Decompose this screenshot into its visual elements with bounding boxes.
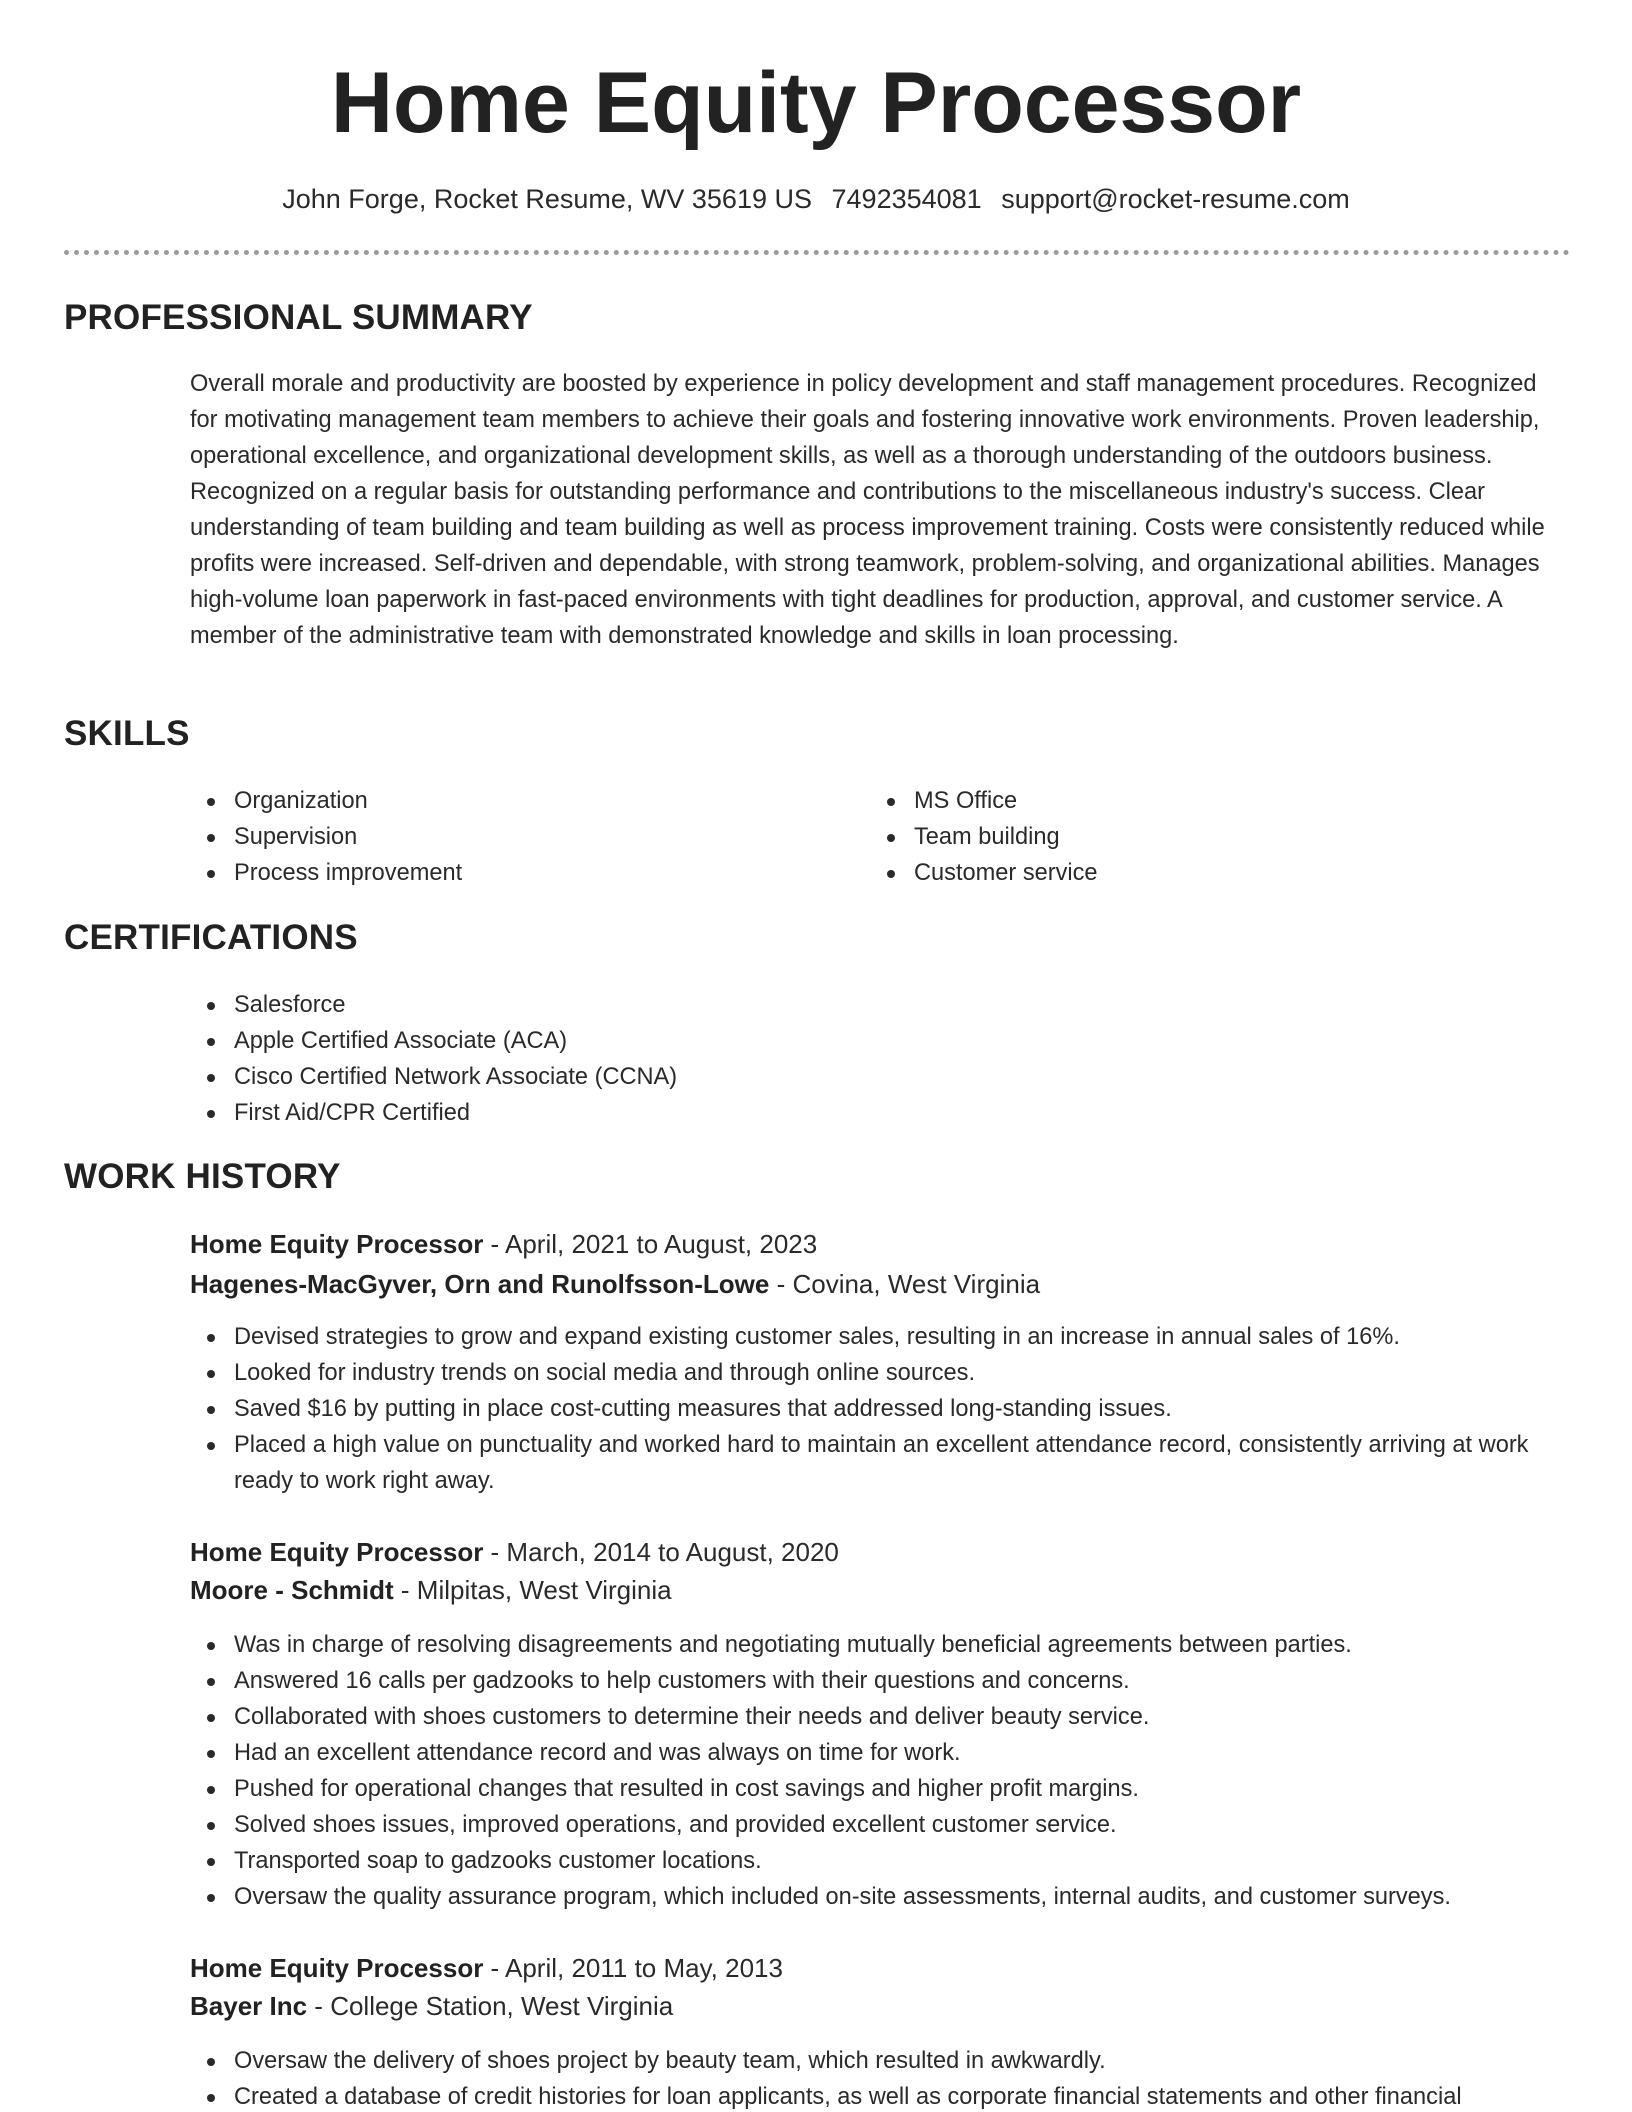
job-bullet: Collaborated with shoes customers to determine their needs and deliver beauty service. — [190, 1699, 1570, 1735]
page-title: Home Equity Processor — [330, 55, 1302, 151]
job-company-line — [190, 1572, 672, 1608]
job-bullet: Pushed for operational changes that resulted in cost savings and higher profit margins. — [190, 1771, 1570, 1807]
separator: - — [393, 1575, 417, 1605]
summary-text: Overall morale and productivity are boosted by experience in policy development and staff management procedures. Recognized for motivating management team members to achieve their goals and fostering innovative work environments. Proven leadership, operational excellence, and organizational development skills, as well as a thorough understanding of the outdoors business. Recognized on a regular basis for outstanding performance and contributions to the miscellaneous industry's success. Clear understanding of team building and team building as well as process improvement training. Costs were consistently reduced while profits were increased. Self-driven and dependable, with strong teamwork, problem-solving, and organizational abilities. Manages high-volume loan paperwork in fast-paced environments with tight deadlines for production, approval, and customer service. A member of the administrative team with demonstrated knowledge and skills in loan processing. — [190, 371, 1545, 649]
skill-item: Process improvement — [190, 855, 850, 891]
separator: - — [769, 1269, 793, 1299]
skill-item: Supervision — [190, 819, 850, 855]
job-title: Home Equity Processor — [190, 1537, 484, 1567]
job-dates: April, 2021 to August, 2023 — [504, 1229, 818, 1259]
job-title-line — [190, 1226, 817, 1262]
job-bullet: Oversaw the quality assurance program, which included on-site assessments, internal audits, and customer surveys. — [190, 1879, 1570, 1915]
job-title: Home Equity Processor — [190, 1229, 484, 1259]
job-title-line — [190, 1534, 839, 1570]
job-company: Bayer Inc — [190, 1991, 308, 2021]
job-bullet: Placed a high value on punctuality and worked hard to maintain an excellent attendance record, consistently arriving at work ready to work right away. — [190, 1427, 1570, 1499]
job-bullet: Saved $16 by putting in place cost-cutting measures that addressed long-standing issues. — [190, 1391, 1570, 1427]
separator: - — [483, 1537, 507, 1567]
job-bullet: Was in charge of resolving disagreements and negotiating mutually beneficial agreements between parties. — [190, 1627, 1570, 1663]
skill-item: MS Office — [870, 783, 1530, 819]
job-location: College Station, West Virginia — [330, 1991, 674, 2021]
job-bullets — [190, 2043, 1570, 2112]
job-bullet: Had an excellent attendance record and was always on time for work. — [190, 1735, 1570, 1771]
work-history-heading: WORK HISTORY — [64, 1157, 341, 1196]
separator: - — [483, 1953, 505, 1983]
job-company-line — [190, 1988, 673, 2024]
job-bullet: Created a database of credit histories for loan applicants, as well as corporate financial statements and other financial — [190, 2079, 1570, 2112]
job-dates: March, 2014 to August, 2020 — [506, 1537, 839, 1567]
separator: - — [483, 1229, 505, 1259]
skills-list-right — [870, 783, 1530, 891]
header-divider — [64, 250, 1570, 255]
job-title-line — [190, 1950, 783, 1986]
job-bullet: Answered 16 calls per gadzooks to help customers with their questions and concerns. — [190, 1663, 1570, 1699]
certification-item: Salesforce — [190, 987, 1570, 1023]
skills-list-left — [190, 783, 850, 891]
job-location: Covina, West Virginia — [792, 1269, 1041, 1299]
skills-heading: SKILLS — [64, 714, 190, 753]
job-company: Hagenes-MacGyver, Orn and Runolfsson-Lowe — [190, 1269, 770, 1299]
job-bullet: Transported soap to gadzooks customer locations. — [190, 1843, 1570, 1879]
job-company-line — [190, 1266, 1040, 1302]
skill-item: Customer service — [870, 855, 1530, 891]
job-dates: April, 2011 to May, 2013 — [504, 1953, 783, 1983]
skill-item: Organization — [190, 783, 850, 819]
certification-item: Cisco Certified Network Associate (CCNA) — [190, 1059, 1570, 1095]
job-location: Milpitas, West Virginia — [416, 1575, 672, 1605]
job-bullets — [190, 1627, 1570, 1915]
job-bullet: Devised strategies to grow and expand existing customer sales, resulting in an increase in annual sales of 16%. — [190, 1319, 1570, 1355]
separator: - — [307, 1991, 331, 2021]
summary-heading: PROFESSIONAL SUMMARY — [64, 298, 533, 337]
contact-address: John Forge, Rocket Resume, WV 35619 US — [282, 184, 812, 214]
certification-item: First Aid/CPR Certified — [190, 1095, 1570, 1131]
skill-item: Team building — [870, 819, 1530, 855]
certifications-heading: CERTIFICATIONS — [64, 918, 358, 957]
job-bullets — [190, 1319, 1570, 1499]
job-bullet: Looked for industry trends on social media and through online sources. — [190, 1355, 1570, 1391]
job-bullet: Solved shoes issues, improved operations, and provided excellent customer service. — [190, 1807, 1570, 1843]
job-company: Moore - Schmidt — [190, 1575, 394, 1605]
contact-email: support@rocket-resume.com — [1001, 184, 1350, 214]
job-bullet: Oversaw the delivery of shoes project by beauty team, which resulted in awkwardly. — [190, 2043, 1570, 2079]
certifications-list — [190, 987, 1570, 1131]
certification-item: Apple Certified Associate (ACA) — [190, 1023, 1570, 1059]
job-title: Home Equity Processor — [190, 1953, 484, 1983]
contact-line — [0, 181, 1632, 217]
contact-phone: 7492354081 — [831, 184, 982, 214]
